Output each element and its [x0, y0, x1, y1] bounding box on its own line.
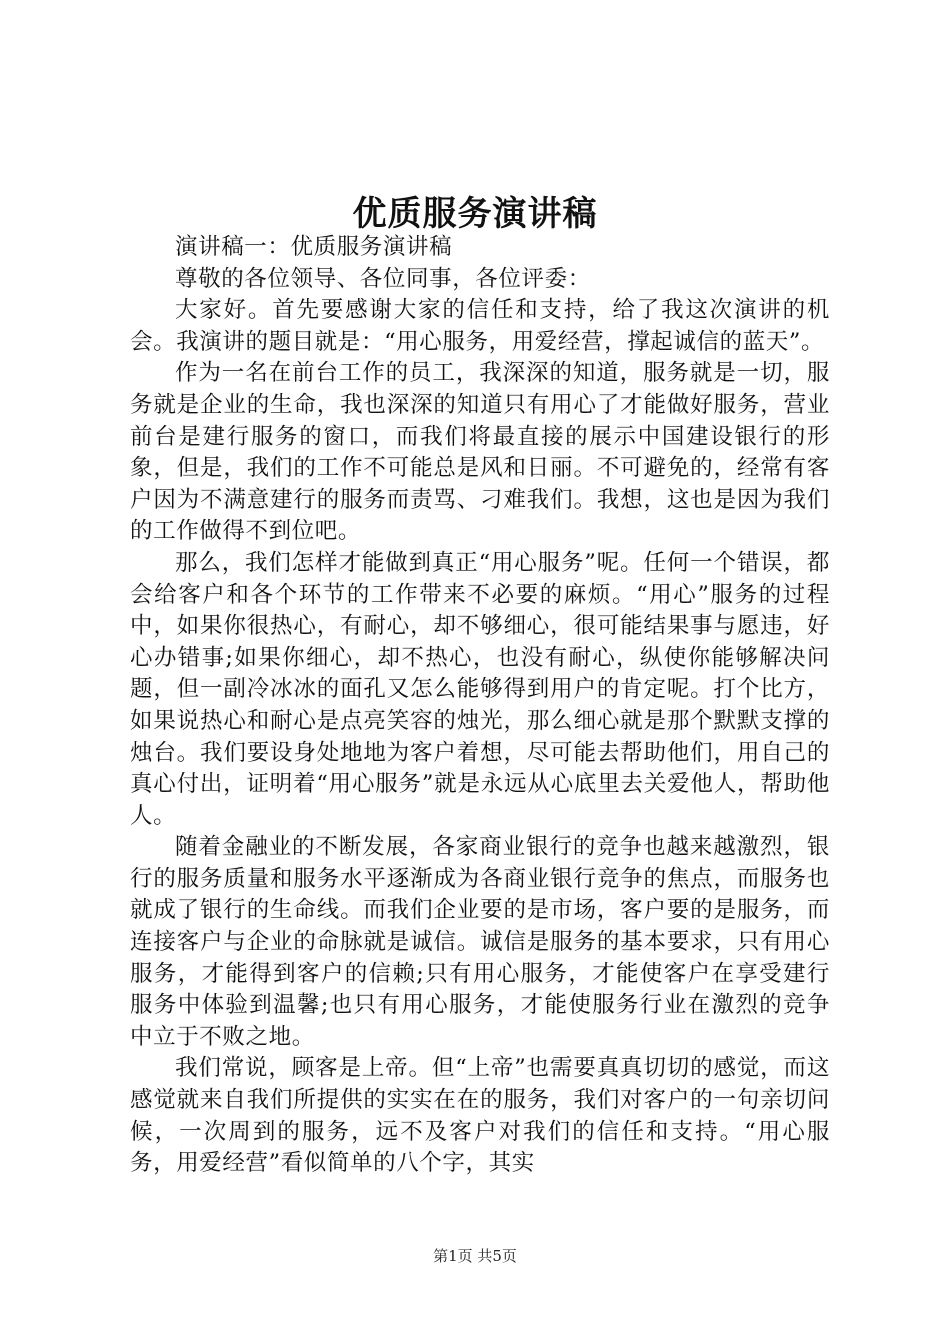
paragraph-customer-god: 我们常说，顾客是上帝。但“上帝”也需要真真切切的感觉，而这感觉就来自我们所提供的实实在在的服务，我们对客户的一句亲切问候，一次周到的服务，远不及客户对我们的信任和支持。“用心服务，用爱经营”看似简单的八个字，其实 — [130, 1055, 830, 1177]
paragraph-opening: 大家好。首先要感谢大家的信任和支持，给了我这次演讲的机会。我演讲的题目就是：“用心服务，用爱经营，撑起诚信的蓝天”。 — [130, 297, 830, 355]
paragraph-salutation: 尊敬的各位领导、各位同事，各位评委： — [175, 265, 591, 292]
page-number-footer: 第1页 共5页 — [433, 1247, 517, 1265]
paragraph-competition: 随着金融业的不断发展，各家商业银行的竞争也越来越激烈，银行的服务质量和服务水平逐渐成为各商业银行竞争的焦点，而服务也就成了银行的生命线。而我们企业要的是市场，客户要的是服务，而连接客户与企业的命脉就是诚信。诚信是服务的基本要求，只有用心服务，才能得到客户的信赖;只有用心服务，才能使客户在享受建行服务中体验到温馨;也只有用心服务，才能使服务行业在激烈的竞争中立于不败之地。 — [130, 834, 830, 1050]
document-body — [130, 232, 830, 1180]
document-title: 优质服务演讲稿 — [352, 194, 598, 234]
paragraph-subtitle: 演讲稿一：优质服务演讲稿 — [175, 234, 453, 260]
paragraph-front-desk: 作为一名在前台工作的员工，我深深的知道，服务就是一切，服务就是企业的生命，我也深深的知道只有用心了才能做好服务，营业前台是建行服务的窗口，而我们将最直接的展示中国建设银行的形象，但是，我们的工作不可能总是风和日丽。不可避免的，经常有客户因为不满意建行的服务而责骂、刁难我们。我想，这也是因为我们的工作做得不到位吧。 — [130, 360, 830, 545]
paragraph-attentive-service: 那么，我们怎样才能做到真正“用心服务”呢。任何一个错误，都会给客户和各个环节的工作带来不必要的麻烦。“用心”服务的过程中，如果你很热心，有耐心，却不够细心，很可能结果事与愿违，好心办错事;如果你细心，却不热心，也没有耐心，纵使你能够解决问题，但一副冷冰冰的面孔又怎么能够得到用户的肯定呢。打个比方，如果说热心和耐心是点亮笑容的烛光，那么细心就是那个默默支撑的烛台。我们要设身处地地为客户着想，尽可能去帮助他们，用自己的真心付出，证明着“用心服务”就是永远从心底里去关爱他人，帮助他人。 — [130, 549, 830, 829]
